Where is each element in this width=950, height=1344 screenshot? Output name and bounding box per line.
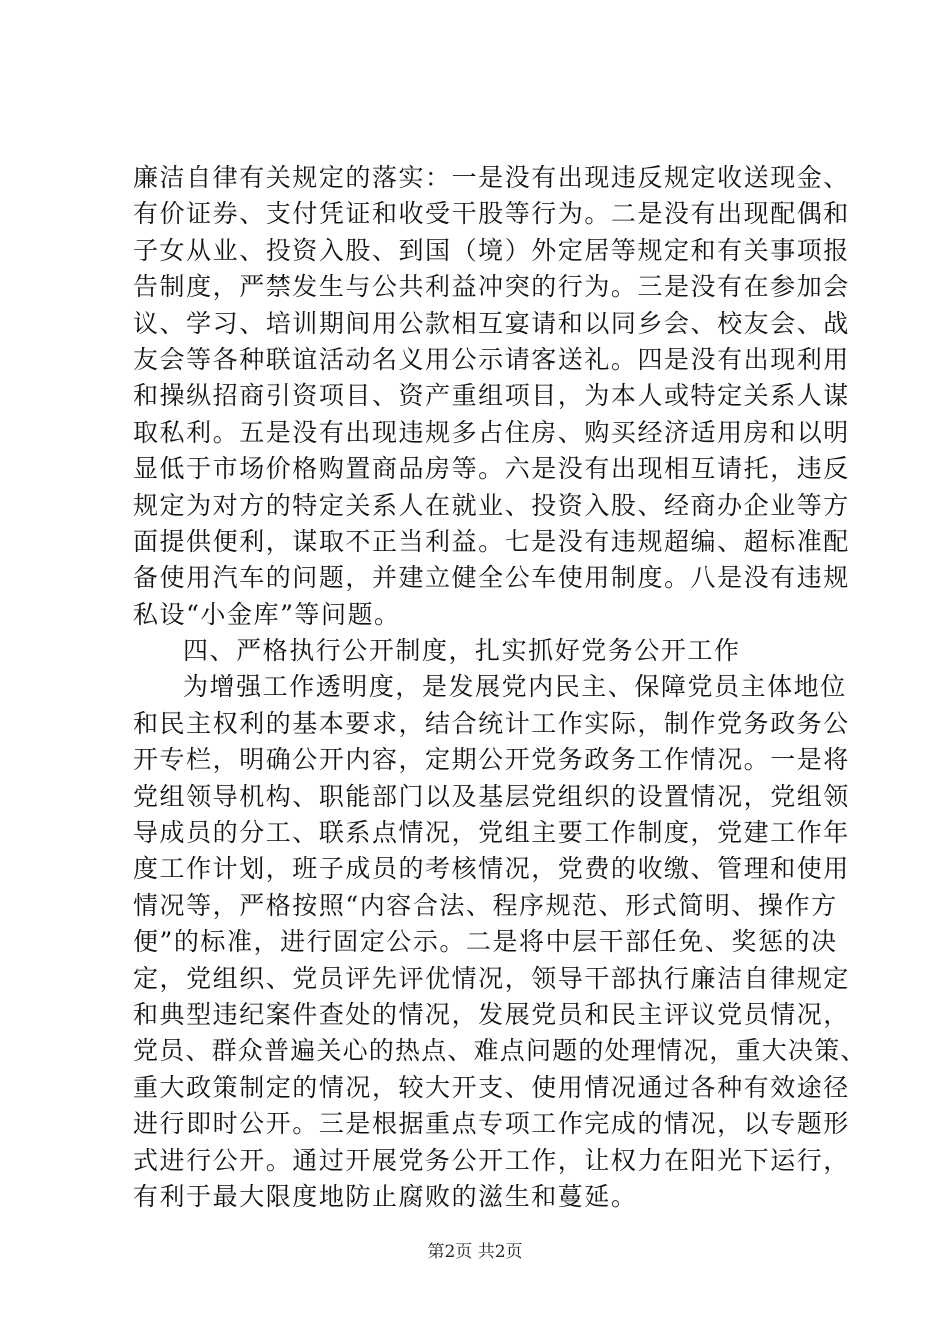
section-heading: 四、严格执行公开制度，扎实抓好党务公开工作 xyxy=(183,636,741,666)
page-number: 第2页 共2页 xyxy=(427,1242,523,1262)
text-line: 显低于市场价格购置商品房等。六是没有出现相互请托，违反 xyxy=(133,454,850,484)
document-body xyxy=(133,160,867,1215)
text-line: 备使用汽车的问题，并建立健全公车使用制度。八是没有违规 xyxy=(133,563,850,593)
text-line: 有利于最大限度地防止腐败的滋生和蔓延。 xyxy=(133,1181,638,1211)
text-line: 面提供便利，谋取不正当利益。七是没有违规超编、超标准配 xyxy=(133,526,850,556)
text-line: 和操纵招商引资项目、资产重组项目，为本人或特定关系人谋 xyxy=(133,381,850,411)
text-line: 和典型违纪案件查处的情况，发展党员和民主评议党员情况， xyxy=(133,999,850,1029)
text-line: 导成员的分工、联系点情况，党组主要工作制度，党建工作年 xyxy=(133,818,850,848)
text-line: 取私利。五是没有出现违规多占住房、购买经济适用房和以明 xyxy=(133,417,850,447)
text-line: 有价证券、支付凭证和收受干股等行为。二是没有出现配偶和 xyxy=(133,199,850,229)
text-line: 子女从业、投资入股、到国（境）外定居等规定和有关事项报 xyxy=(133,235,850,265)
text-line: 情况等，严格按照“内容合法、程序规范、形式简明、操作方 xyxy=(133,890,838,920)
text-line: 党员、群众普遍关心的热点、难点问题的处理情况，重大决策、 xyxy=(133,1036,867,1066)
text-line: 规定为对方的特定关系人在就业、投资入股、经商办企业等方 xyxy=(133,490,850,520)
text-line: 度工作计划，班子成员的考核情况，党费的收缴、管理和使用 xyxy=(133,854,850,884)
text-line: 定，党组织、党员评先评优情况，领导干部执行廉洁自律规定 xyxy=(133,963,850,993)
text-line: 和民主权利的基本要求，结合统计工作实际，制作党务政务公 xyxy=(133,708,850,738)
text-line: 进行即时公开。三是根据重点专项工作完成的情况，以专题形 xyxy=(133,1109,850,1139)
text-line: 重大政策制定的情况，较大开支、使用情况通过各种有效途径 xyxy=(133,1072,850,1102)
text-line: 党组领导机构、职能部门以及基层党组织的设置情况，党组领 xyxy=(133,781,850,811)
text-line: 友会等各种联谊活动名义用公示请客送礼。四是没有出现利用 xyxy=(133,344,850,374)
text-line: 告制度，严禁发生与公共利益冲突的行为。三是没有在参加会 xyxy=(133,272,850,302)
page-footer xyxy=(0,1240,950,1264)
text-line: 便”的标准，进行固定公示。二是将中层干部任免、奖惩的决 xyxy=(133,927,838,957)
text-line: 开专栏，明确公开内容，定期公开党务政务工作情况。一是将 xyxy=(133,745,850,775)
text-line: 式进行公开。通过开展党务公开工作，让权力在阳光下运行， xyxy=(133,1145,850,1175)
text-line: 私设“小金库”等问题。 xyxy=(133,599,401,629)
text-line: 为增强工作透明度，是发展党内民主、保障党员主体地位 xyxy=(183,672,847,702)
text-line: 议、学习、培训期间用公款相互宴请和以同乡会、校友会、战 xyxy=(133,308,850,338)
text-line: 廉洁自律有关规定的落实：一是没有出现违反规定收送现金、 xyxy=(133,163,850,192)
